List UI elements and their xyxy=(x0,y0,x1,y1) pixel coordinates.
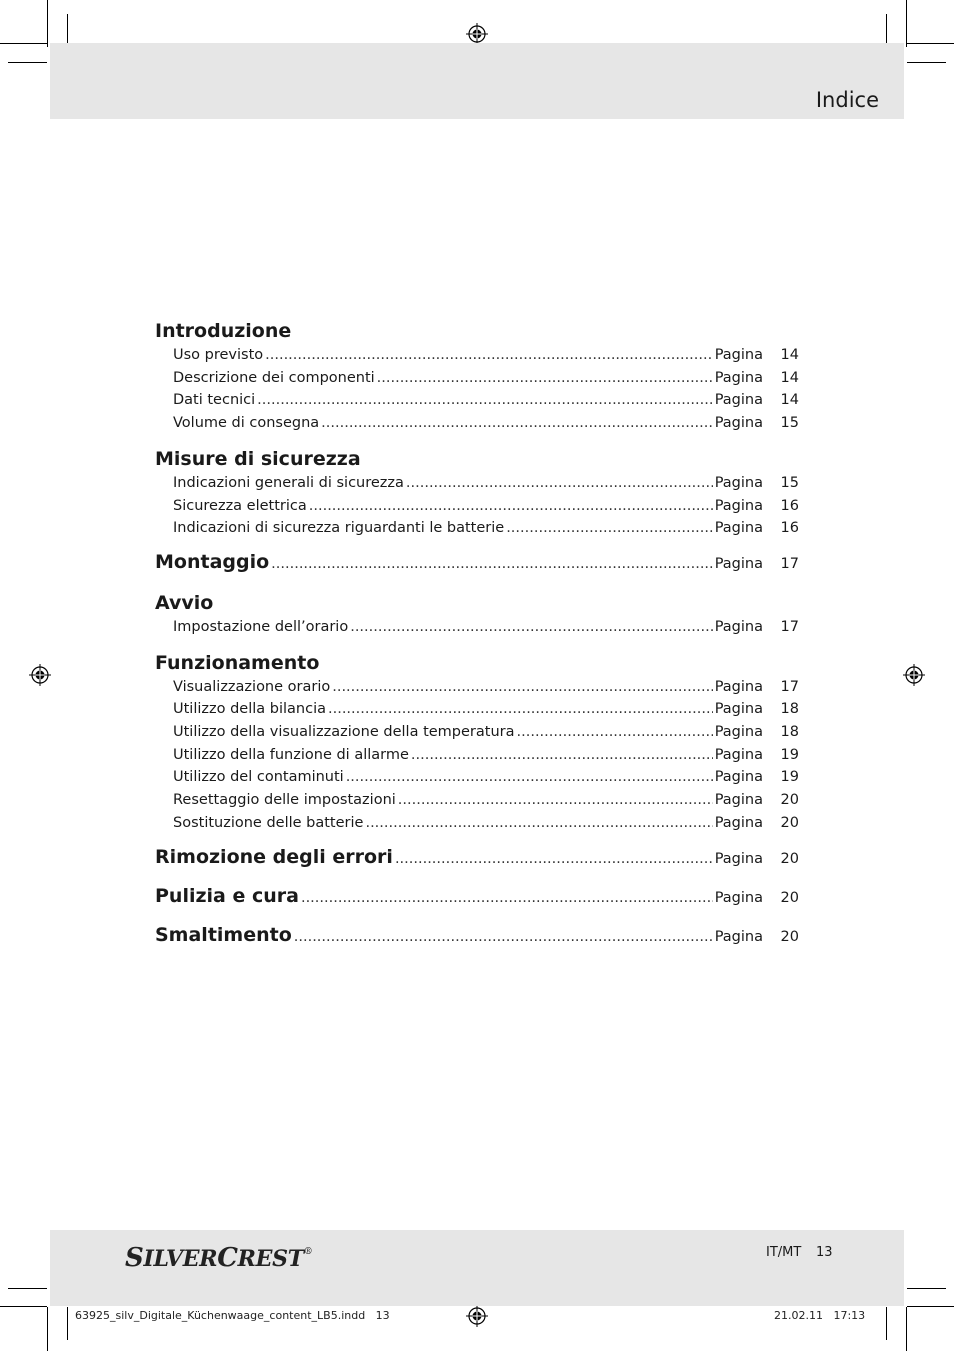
toc-entry[interactable] xyxy=(155,676,799,699)
leader-dots xyxy=(395,851,713,867)
crop-mark xyxy=(0,1306,47,1307)
entry-page-word: Pagina xyxy=(714,497,763,514)
crop-mark xyxy=(0,43,47,44)
table-of-contents xyxy=(155,318,799,963)
entry-page-number: 18 xyxy=(780,701,799,718)
section-title: Montaggio xyxy=(155,550,270,573)
entry-page-word: Pagina xyxy=(714,392,763,409)
crop-mark xyxy=(907,62,946,63)
toc-entry[interactable] xyxy=(155,412,799,435)
entry-label: Impostazione dell’orario xyxy=(173,618,349,635)
leader-dots xyxy=(346,766,713,789)
section-title: Rimozione degli errori xyxy=(155,845,393,868)
entry-page-word: Pagina xyxy=(714,850,763,867)
print-slug-file: 63925_silv_Digitale_Küchenwaage_content_LB5.indd 13 xyxy=(75,1309,390,1322)
page-title: Indice xyxy=(815,88,879,112)
leader-dots xyxy=(332,676,712,699)
registration-mark-icon xyxy=(903,664,925,686)
crop-mark xyxy=(8,1288,47,1289)
section-title: Introduzione xyxy=(155,320,292,342)
section-title: Avvio xyxy=(155,591,214,614)
entry-page-word: Pagina xyxy=(714,618,763,635)
entry-page-word: Pagina xyxy=(714,555,763,572)
crop-mark xyxy=(886,1307,887,1340)
entry-label: Utilizzo della visualizzazione della temperatura xyxy=(173,724,515,741)
toc-section-montaggio[interactable] xyxy=(155,551,799,573)
entry-page-word: Pagina xyxy=(714,520,763,537)
registration-mark-icon xyxy=(466,1305,488,1327)
silvercrest-logo: SILVERCREST® xyxy=(125,1243,313,1273)
entry-page-number: 14 xyxy=(780,392,799,409)
entry-label: Volume di consegna xyxy=(173,415,320,432)
entry-page-number: 17 xyxy=(780,678,799,695)
toc-entry[interactable] xyxy=(155,344,799,367)
toc-entry[interactable] xyxy=(155,789,799,812)
entry-label: Indicazioni generali di sicurezza xyxy=(173,474,404,491)
toc-entry[interactable] xyxy=(155,472,799,495)
entry-label: Sostituzione delle batterie xyxy=(173,814,364,831)
toc-section-funzionamento xyxy=(155,650,799,835)
toc-entry[interactable] xyxy=(155,517,799,540)
entry-page-word: Pagina xyxy=(714,347,763,363)
leader-dots xyxy=(377,367,713,390)
entry-label: Utilizzo della bilancia xyxy=(173,701,326,718)
entry-page-number: 16 xyxy=(780,520,799,537)
entry-page-word: Pagina xyxy=(714,792,763,809)
entry-page-number: 20 xyxy=(780,792,799,809)
entry-page-word: Pagina xyxy=(714,928,763,945)
section-title: Smaltimento xyxy=(155,923,292,946)
entry-page-number: 20 xyxy=(780,889,799,906)
crop-mark xyxy=(906,1307,907,1351)
entry-page-number: 14 xyxy=(780,347,799,363)
entry-page-number: 17 xyxy=(780,555,799,572)
toc-section-introduzione xyxy=(155,318,799,435)
crop-mark xyxy=(907,43,954,44)
entry-page-number: 20 xyxy=(780,928,799,945)
section-title: Funzionamento xyxy=(155,651,320,674)
entry-page-word: Pagina xyxy=(714,474,763,491)
toc-entry[interactable] xyxy=(155,721,799,744)
entry-page-number: 14 xyxy=(780,369,799,386)
crop-mark xyxy=(67,1307,68,1340)
entry-page-word: Pagina xyxy=(714,814,763,831)
entry-page-number: 17 xyxy=(780,618,799,635)
entry-label: Utilizzo del contaminuti xyxy=(173,769,344,786)
toc-entry[interactable] xyxy=(155,367,799,390)
toc-entry[interactable] xyxy=(155,744,799,767)
leader-dots xyxy=(301,890,713,906)
entry-label: Indicazioni di sicurezza riguardanti le batterie xyxy=(173,520,505,537)
crop-mark xyxy=(907,1288,946,1289)
toc-entry[interactable] xyxy=(155,766,799,789)
crop-mark xyxy=(47,1307,48,1351)
entry-page-number: 20 xyxy=(780,814,799,831)
entry-label: Utilizzo della funzione di allarme xyxy=(173,746,409,763)
crop-mark xyxy=(47,0,48,47)
entry-label: Uso previsto xyxy=(173,347,264,363)
entry-label: Dati tecnici xyxy=(173,392,256,409)
registration-mark-icon xyxy=(466,23,488,45)
leader-dots xyxy=(257,389,713,412)
leader-dots xyxy=(517,721,713,744)
entry-page-number: 15 xyxy=(780,474,799,491)
leader-dots xyxy=(350,616,712,639)
entry-page-number: 16 xyxy=(780,497,799,514)
entry-page-word: Pagina xyxy=(714,369,763,386)
registration-mark-icon xyxy=(29,664,51,686)
entry-page-word: Pagina xyxy=(714,678,763,695)
entry-label: Sicurezza elettrica xyxy=(173,497,307,514)
leader-dots xyxy=(506,517,713,540)
entry-label: Visualizzazione orario xyxy=(173,678,331,695)
crop-mark xyxy=(906,0,907,47)
toc-entry[interactable] xyxy=(155,495,799,518)
entry-page-word: Pagina xyxy=(714,889,763,906)
leader-dots xyxy=(406,472,713,495)
leader-dots xyxy=(328,698,713,721)
leader-dots xyxy=(294,929,713,945)
leader-dots xyxy=(321,412,713,435)
leader-dots xyxy=(271,556,713,572)
leader-dots xyxy=(265,344,713,367)
entry-label: Descrizione dei componenti xyxy=(173,369,375,386)
entry-page-number: 19 xyxy=(780,769,799,786)
entry-page-number: 18 xyxy=(780,724,799,741)
entry-page-word: Pagina xyxy=(714,769,763,786)
language-code: IT/MT xyxy=(766,1245,802,1260)
leader-dots xyxy=(411,744,713,767)
entry-page-word: Pagina xyxy=(714,701,763,718)
section-title: Pulizia e cura xyxy=(155,884,299,907)
toc-section-pulizia-e-cura[interactable] xyxy=(155,885,799,907)
toc-entry[interactable] xyxy=(155,812,799,835)
toc-section-smaltimento[interactable] xyxy=(155,924,799,946)
entry-page-word: Pagina xyxy=(714,746,763,763)
crop-mark xyxy=(907,1306,954,1307)
page-number: 13 xyxy=(816,1245,833,1260)
entry-page-number: 19 xyxy=(780,746,799,763)
toc-section-avvio xyxy=(155,590,799,639)
leader-dots xyxy=(398,789,713,812)
toc-entry[interactable] xyxy=(155,698,799,721)
toc-section-rimozione-degli-errori[interactable] xyxy=(155,846,799,868)
entry-label: Resettaggio delle impostazioni xyxy=(173,792,396,809)
toc-entry[interactable] xyxy=(155,389,799,412)
section-title: Misure di sicurezza xyxy=(155,447,361,470)
print-slug-date: 21.02.11 17:13 xyxy=(774,1309,866,1322)
leader-dots xyxy=(365,812,712,835)
toc-entry[interactable] xyxy=(155,616,799,639)
leader-dots xyxy=(309,495,713,518)
crop-mark xyxy=(8,62,47,63)
entry-page-number: 20 xyxy=(780,850,799,867)
entry-page-number: 15 xyxy=(780,415,799,432)
toc-section-misure-di-sicurezza xyxy=(155,446,799,540)
entry-page-word: Pagina xyxy=(714,724,763,741)
header-band xyxy=(50,43,904,119)
entry-page-word: Pagina xyxy=(714,415,763,432)
